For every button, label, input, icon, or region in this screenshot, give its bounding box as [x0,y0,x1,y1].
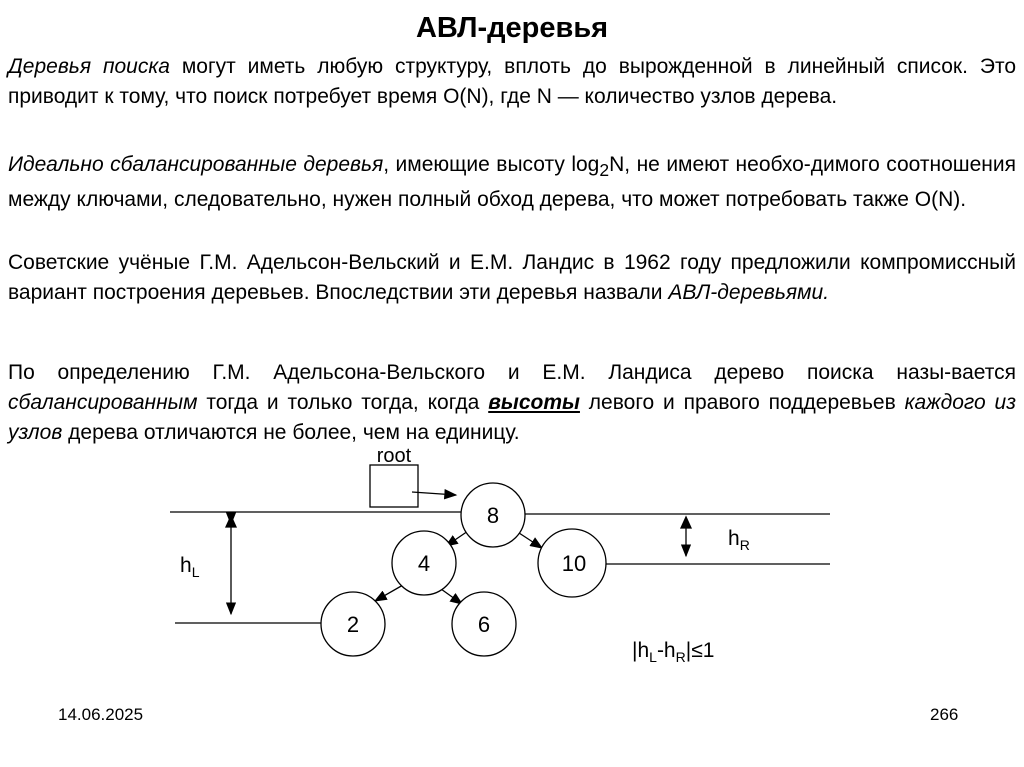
slide-page-number: 266 [930,705,959,724]
edge-8-10 [516,531,542,548]
balance-formula: $|h_L-h_R|\le 1$ [632,639,715,665]
slide-title: АВЛ-деревья [415,12,609,44]
text: тогда и только тогда, когда [197,391,489,414]
node-label: 8 [486,503,500,528]
text: По определению Г.М. Адельсона-Вельского и Е.М. Ландиса дерево поиска назы-вается [8,361,1016,384]
term: каждого из узлов [8,391,1016,444]
term: АВЛ-деревьями. [668,281,830,304]
text: дерева отличаются не более, чем на единицу. [62,421,520,444]
edge-4-6 [441,589,462,604]
root-label: root [376,445,412,467]
node-label: 2 [346,612,360,637]
term: Идеально сбалансированные деревья [8,153,384,176]
emphasis: высоты [488,391,580,414]
term: сбалансированным [8,391,198,414]
text: N, не имеют необхо-димого соотношения между ключами, следовательно, нужен полный обход дерева, что может потребовать также O(N). [8,153,1016,212]
text: могут иметь любую структуру, вплоть до вырожденной в линейный список. Это приводит к тому, что поиск потребует время O(N), где N — количество узлов дерева. [8,55,1017,108]
subscript: 2 [599,160,610,181]
hL-arrow-head-top [226,516,236,527]
hL-label: $h_L$ [180,554,200,580]
node-label: 10 [561,551,587,576]
slide-date: 14.06.2025 [58,705,144,724]
edge-4-2 [375,585,403,601]
hR-label: $h_R$ [728,527,750,553]
text: Советские учёные Г.М. Адельсон-Вельский и Е.М. Ландис в 1962 году предложили компромиссный вариант построения деревьев. Впоследствии эти деревья назвали [8,251,1016,304]
text: , имеющие высоту log [383,153,600,176]
node-label: 6 [477,612,491,637]
node-label: 4 [417,551,431,576]
root-pointer-box [370,465,418,507]
term: Деревья поиска [8,55,170,78]
hR-arrow-head-top [681,517,691,528]
text: левого и правого поддеревьев [579,391,905,414]
